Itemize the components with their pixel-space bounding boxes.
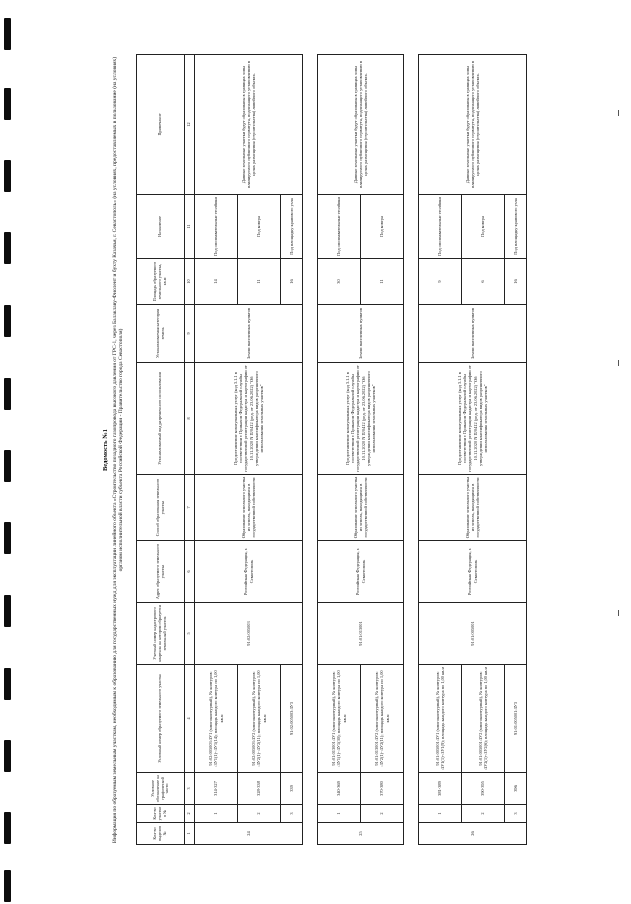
- column-number: 6: [185, 541, 195, 603]
- spacer-cell: [303, 305, 318, 363]
- area-cell: 16: [505, 259, 527, 305]
- row-number-cell: 3: [281, 805, 303, 823]
- binder-hole: [4, 305, 11, 337]
- document-title: Ведомость №1: [102, 428, 109, 472]
- purpose-cell: Под опознавательные столбики: [318, 195, 361, 259]
- row-number-cell: 1: [195, 805, 238, 823]
- table-row: [318, 55, 361, 845]
- address-cell: Российская Федерация, г. Севастополь: [419, 541, 527, 603]
- column-number: 5: [185, 603, 195, 665]
- spacer-cell: [303, 363, 318, 475]
- plot-number-cell: 91:01:005001:ЗУ3: [505, 665, 527, 773]
- purpose-cell: Под ковера: [238, 195, 281, 259]
- spacer-cell: [303, 195, 318, 259]
- column-header: Условное обозначение на графической части: [137, 773, 185, 805]
- column-header: Способ образования земельного участка: [137, 475, 185, 541]
- binder-hole: [4, 595, 11, 627]
- binder-hole: [4, 378, 11, 410]
- document-subtitle: Информация по образуемым земельным участкам, необходимым к образованию для государственных нужд для эксплуатации линейного объекта «Строительство позадного газопровода высокого давления от ГРС-1, через Балаклаву-Фиолент и бухту Казачья, г. Севастополь» (на условиях, предоставляемых в пользование (на условиях) органом исполнительной власти субъекта Российской Федерации - Правительство города Севастополя): [112, 56, 125, 844]
- area-cell: 14: [195, 259, 238, 305]
- spacer-cell: [303, 475, 318, 541]
- column-header: Условный номер образуемого земельного участка: [137, 665, 185, 773]
- spacer-cell: [404, 475, 419, 541]
- land-category-cell: Земли населенных пунктов: [318, 305, 404, 363]
- column-header: Устанавливаемый вид разрешенного использования: [137, 363, 185, 475]
- column-number: 9: [185, 305, 195, 363]
- group-number-cell: 25: [318, 823, 404, 845]
- area-cell: 9: [419, 259, 462, 305]
- table-body: [195, 55, 527, 845]
- column-header: Кол-во выделов №: [137, 823, 185, 845]
- designation-cell: 396: [505, 773, 527, 805]
- spacer-cell: [303, 603, 318, 665]
- rotated-sheet: [100, 55, 560, 845]
- group-spacer: [404, 55, 419, 845]
- spacer-cell: [404, 195, 419, 259]
- designation-cell: 328-338: [238, 773, 281, 805]
- land-category-cell: Земли населенных пунктов: [419, 305, 527, 363]
- plot-number-cell: 91:01:005001:ЗУ2 (многоконтурный), № контуров: :ЗУ2(1)-:ЗУ2(6); площадь каждого контура по 1,00 кв.м: [462, 665, 505, 773]
- area-cell: 11: [361, 259, 404, 305]
- plot-number-cell: 91:02:005003:ЗУ1 (многоконтурный), № контуров: :ЗУ1(1)-:ЗУ1(14); площадь каждого контура по 1,00 кв.м: [195, 665, 238, 773]
- binder-hole: [4, 232, 11, 264]
- edge-mark: [618, 610, 619, 616]
- spacer-cell: [303, 541, 318, 603]
- column-header: Примечание: [137, 55, 185, 195]
- binder-hole: [4, 740, 11, 772]
- column-header: Устанавливаемая категория земель: [137, 305, 185, 363]
- purpose-cell: Под опознавательные столбики: [195, 195, 238, 259]
- binder-hole: [4, 668, 11, 700]
- binder-hole: [4, 18, 11, 50]
- designation-cell: 381-389: [419, 773, 462, 805]
- spacer-cell: [404, 55, 419, 195]
- spacer-cell: [404, 603, 419, 665]
- plot-number-cell: 91:01:013001:ЗУ1 (многоконтурный), № контуров: :ЗУ1(1)-:ЗУ1(30); площадь каждого контура по 1,00 кв.м: [318, 665, 361, 773]
- group-number-cell: 26: [419, 823, 527, 845]
- column-number-row: [185, 55, 195, 845]
- spacer-cell: [303, 823, 318, 845]
- area-cell: 30: [318, 259, 361, 305]
- purpose-cell: Под ковера: [361, 195, 404, 259]
- row-number-cell: 2: [361, 805, 404, 823]
- table-row: [419, 55, 462, 845]
- plot-number-cell: 91:02:005003:ЗУ3: [281, 665, 303, 773]
- designation-cell: 390-395: [462, 773, 505, 805]
- spacer-cell: [303, 55, 318, 195]
- group-number-cell: 24: [195, 823, 303, 845]
- permitted-use-cell: Предоставление коммунальных услуг (код 3.1.1 в соответствии с Приказом Федеральной службы государственной регистрации кадастра и картографии от 10.11.2020 N П/0412 (ред. от 23.06.2022) "Об утверждении классификатора видов разрешенного использования земельных участков": [318, 363, 404, 475]
- row-number-cell: 2: [462, 805, 505, 823]
- note-cell: Данные земельные участки будут образованы в границах зоны планируемого публичного сервитута, подлежащего установлению в целях размещения (строительства) линейного объекта.: [419, 55, 527, 195]
- column-number: 3: [185, 773, 195, 805]
- formation-method-cell: Образование земельного участка из земель, находящихся в государственной собственности: [318, 475, 404, 541]
- column-number: 11: [185, 195, 195, 259]
- note-cell: Данные земельные участки будут образованы в границах зоны планируемого публичного сервитута, подлежащего установлению в целях размещения (строительства) линейного объекта.: [318, 55, 404, 195]
- plot-number-cell: 91:01:005001:ЗУ1 (многоконтурный), № контуров: :ЗУ1(1)-:ЗУ1(9); площадь каждого контура по 1,00 кв.м: [419, 665, 462, 773]
- area-cell: 11: [238, 259, 281, 305]
- spacer-cell: [404, 259, 419, 305]
- land-category-cell: Земли населенных пунктов: [195, 305, 303, 363]
- land-plots-table: [136, 54, 527, 845]
- binder-hole: [4, 812, 11, 844]
- spacer-cell: [303, 665, 318, 773]
- column-header: Площадь образуемого земельного участка, кв.м: [137, 259, 185, 305]
- spacer-cell: [404, 665, 419, 773]
- column-number: 1: [185, 823, 195, 845]
- column-header: Учетный номер кадастрового квартала на котором образуется земельный участок: [137, 603, 185, 665]
- column-number: 2: [185, 805, 195, 823]
- spacer-cell: [404, 805, 419, 823]
- permitted-use-cell: Предоставление коммунальных услуг (код 3.1.1 в соответствии с Приказом Федеральной службы государственной регистрации кадастра и картографии от 10.11.2020 N П/0412 (ред. от 23.06.2022) "Об утверждении классификатора видов разрешенного использования земельных участков": [419, 363, 527, 475]
- purpose-cell: Под площадку кранового узла: [505, 195, 527, 259]
- binder-holes: [4, 0, 18, 904]
- row-number-cell: 2: [238, 805, 281, 823]
- binder-hole: [4, 522, 11, 554]
- address-cell: Российская Федерация, г. Севастополь: [318, 541, 404, 603]
- purpose-cell: Под опознавательные столбики: [419, 195, 462, 259]
- row-number-cell: 1: [419, 805, 462, 823]
- binder-hole: [4, 88, 11, 120]
- designation-cell: 370-380: [361, 773, 404, 805]
- spacer-cell: [404, 363, 419, 475]
- header-row: [137, 55, 185, 845]
- column-number: 10: [185, 259, 195, 305]
- row-number-cell: 3: [505, 805, 527, 823]
- purpose-cell: Под ковера: [462, 195, 505, 259]
- spacer-cell: [303, 773, 318, 805]
- binder-hole: [4, 870, 11, 902]
- cadastral-quarter-cell: 91:02:005003: [195, 603, 303, 665]
- spacer-cell: [303, 259, 318, 305]
- document-header: [100, 55, 125, 845]
- column-number: 8: [185, 363, 195, 475]
- note-cell: Данные земельные участки будут образованы в границах зоны планируемого публичного сервитута, подлежащего установлению в целях размещения (строительства) линейного объекта.: [195, 55, 303, 195]
- spacer-cell: [404, 823, 419, 845]
- area-cell: 16: [281, 259, 303, 305]
- edge-mark: [618, 360, 619, 366]
- column-header: Кол-во участков №: [137, 805, 185, 823]
- column-number: 7: [185, 475, 195, 541]
- purpose-cell: Под площадку кранового узла: [281, 195, 303, 259]
- plot-number-cell: 91:01:013001:ЗУ2 (многоконтурный), № контуров: :ЗУ2(1)-:ЗУ2(11); площадь каждого контура по 1,00 кв.м: [361, 665, 404, 773]
- table-row: [195, 55, 238, 845]
- column-header: Назначение: [137, 195, 185, 259]
- spacer-cell: [404, 773, 419, 805]
- area-cell: 6: [462, 259, 505, 305]
- designation-cell: 340-369: [318, 773, 361, 805]
- formation-method-cell: Образование земельного участка из земель, находящихся в государственной собственности: [195, 475, 303, 541]
- formation-method-cell: Образование земельного участка из земель, находящихся в государственной собственности: [419, 475, 527, 541]
- group-spacer: [303, 55, 318, 845]
- address-cell: Российская Федерация, г. Севастополь: [195, 541, 303, 603]
- edge-mark: [618, 110, 619, 116]
- spacer-cell: [303, 805, 318, 823]
- designation-cell: 339: [281, 773, 303, 805]
- binder-hole: [4, 450, 11, 482]
- cadastral-quarter-cell: 91:01:013001: [318, 603, 404, 665]
- permitted-use-cell: Предоставление коммунальных услуг (код 3.1.1 в соответствии с Приказом Федеральной службы государственной регистрации кадастра и картографии от 10.11.2020 N П/0412 (ред. от 23.06.2022) "Об утверждении классификатора видов разрешенного использования земельных участков": [195, 363, 303, 475]
- row-number-cell: 1: [318, 805, 361, 823]
- column-number: 12: [185, 55, 195, 195]
- plot-number-cell: 91:02:005003:ЗУ2 (многоконтурный), № контуров: :ЗУ2(1)-:ЗУ2(11); площадь каждого контура по 1,00 кв.м: [238, 665, 281, 773]
- cadastral-quarter-cell: 91:01:005001: [419, 603, 527, 665]
- spacer-cell: [404, 541, 419, 603]
- spacer-cell: [404, 305, 419, 363]
- designation-cell: 314-327: [195, 773, 238, 805]
- column-header: Адрес образуемого земельного участка: [137, 541, 185, 603]
- column-number: 4: [185, 665, 195, 773]
- binder-hole: [4, 160, 11, 192]
